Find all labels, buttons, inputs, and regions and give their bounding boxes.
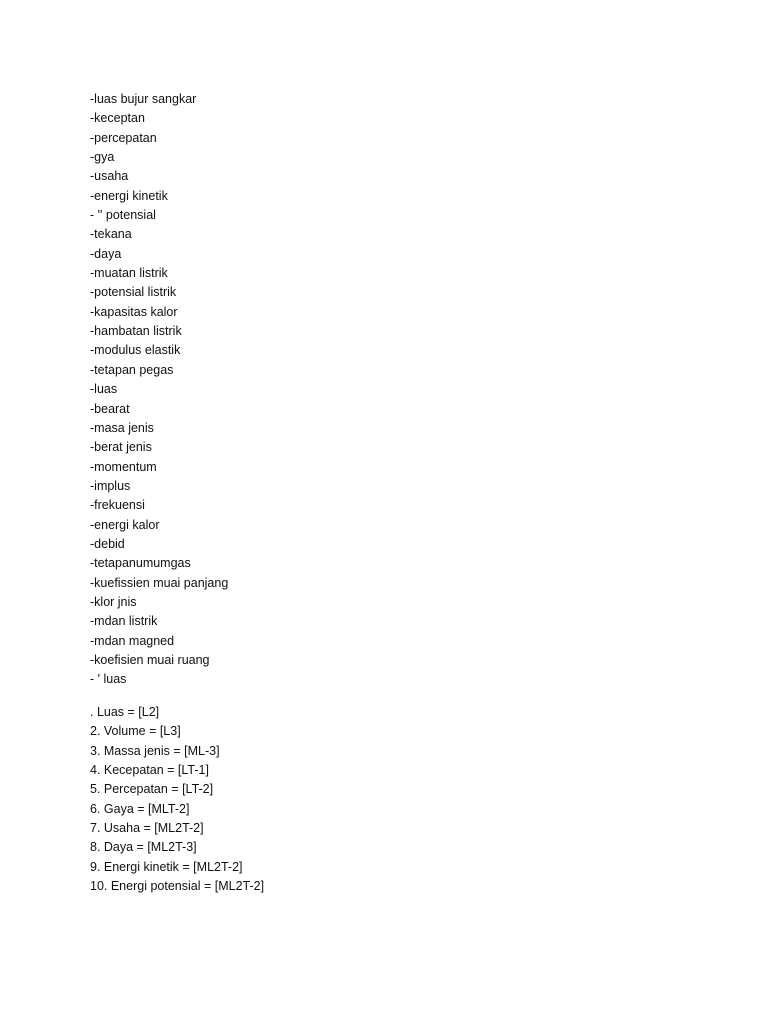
list-item: - '' potensial <box>90 208 156 223</box>
list-item: 8. Daya = [ML2T-3] <box>90 840 197 855</box>
dimensions-list <box>90 703 264 896</box>
list-item: -energi kalor <box>90 517 160 532</box>
list-item: -mdan listrik <box>90 614 158 629</box>
list-item: -usaha <box>90 169 129 184</box>
list-item: -berat jenis <box>90 440 152 455</box>
quantities-list <box>90 90 228 690</box>
list-item: 5. Percepatan = [LT-2] <box>90 782 214 797</box>
list-item: 2. Volume = [L3] <box>90 724 181 739</box>
list-item: -kapasitas kalor <box>90 304 178 319</box>
list-item: -klor jnis <box>90 594 137 609</box>
list-item: 6. Gaya = [MLT-2] <box>90 801 190 816</box>
list-item: -energi kinetik <box>90 188 168 203</box>
list-item: . Luas = [L2] <box>90 705 160 719</box>
list-item: -potensial listrik <box>90 285 177 300</box>
list-item: 4. Kecepatan = [LT-1] <box>90 763 209 778</box>
list-item: 3. Massa jenis = [ML-3] <box>90 743 220 758</box>
list-item: -modulus elastik <box>90 343 181 358</box>
list-item: -keceptan <box>90 111 145 126</box>
list-item: - ' luas <box>90 672 127 687</box>
list-item: -bearat <box>90 401 130 416</box>
list-item: -debid <box>90 536 125 551</box>
list-item: -percepatan <box>90 130 157 145</box>
list-item: -koefisien muai ruang <box>90 652 210 667</box>
list-item: -daya <box>90 246 122 261</box>
list-item: -gya <box>90 150 115 165</box>
list-item: -momentum <box>90 459 157 474</box>
list-item: -luas <box>90 382 118 397</box>
list-item: -masa jenis <box>90 420 154 435</box>
list-item: -mdan magned <box>90 633 175 648</box>
list-item: -frekuensi <box>90 498 145 513</box>
list-item: -implus <box>90 478 131 493</box>
list-item: -kuefissien muai panjang <box>90 575 229 590</box>
list-item: 7. Usaha = [ML2T-2] <box>90 821 204 836</box>
list-item: 9. Energi kinetik = [ML2T-2] <box>90 859 243 874</box>
list-item: -hambatan listrik <box>90 324 182 339</box>
list-item: -luas bujur sangkar <box>90 92 197 106</box>
list-item: -muatan listrik <box>90 266 168 281</box>
list-item: 10. Energi potensial = [ML2T-2] <box>90 879 265 894</box>
list-item: -tetapanumumgas <box>90 556 191 571</box>
list-item: -tetapan pegas <box>90 362 174 377</box>
list-item: -tekana <box>90 227 132 242</box>
